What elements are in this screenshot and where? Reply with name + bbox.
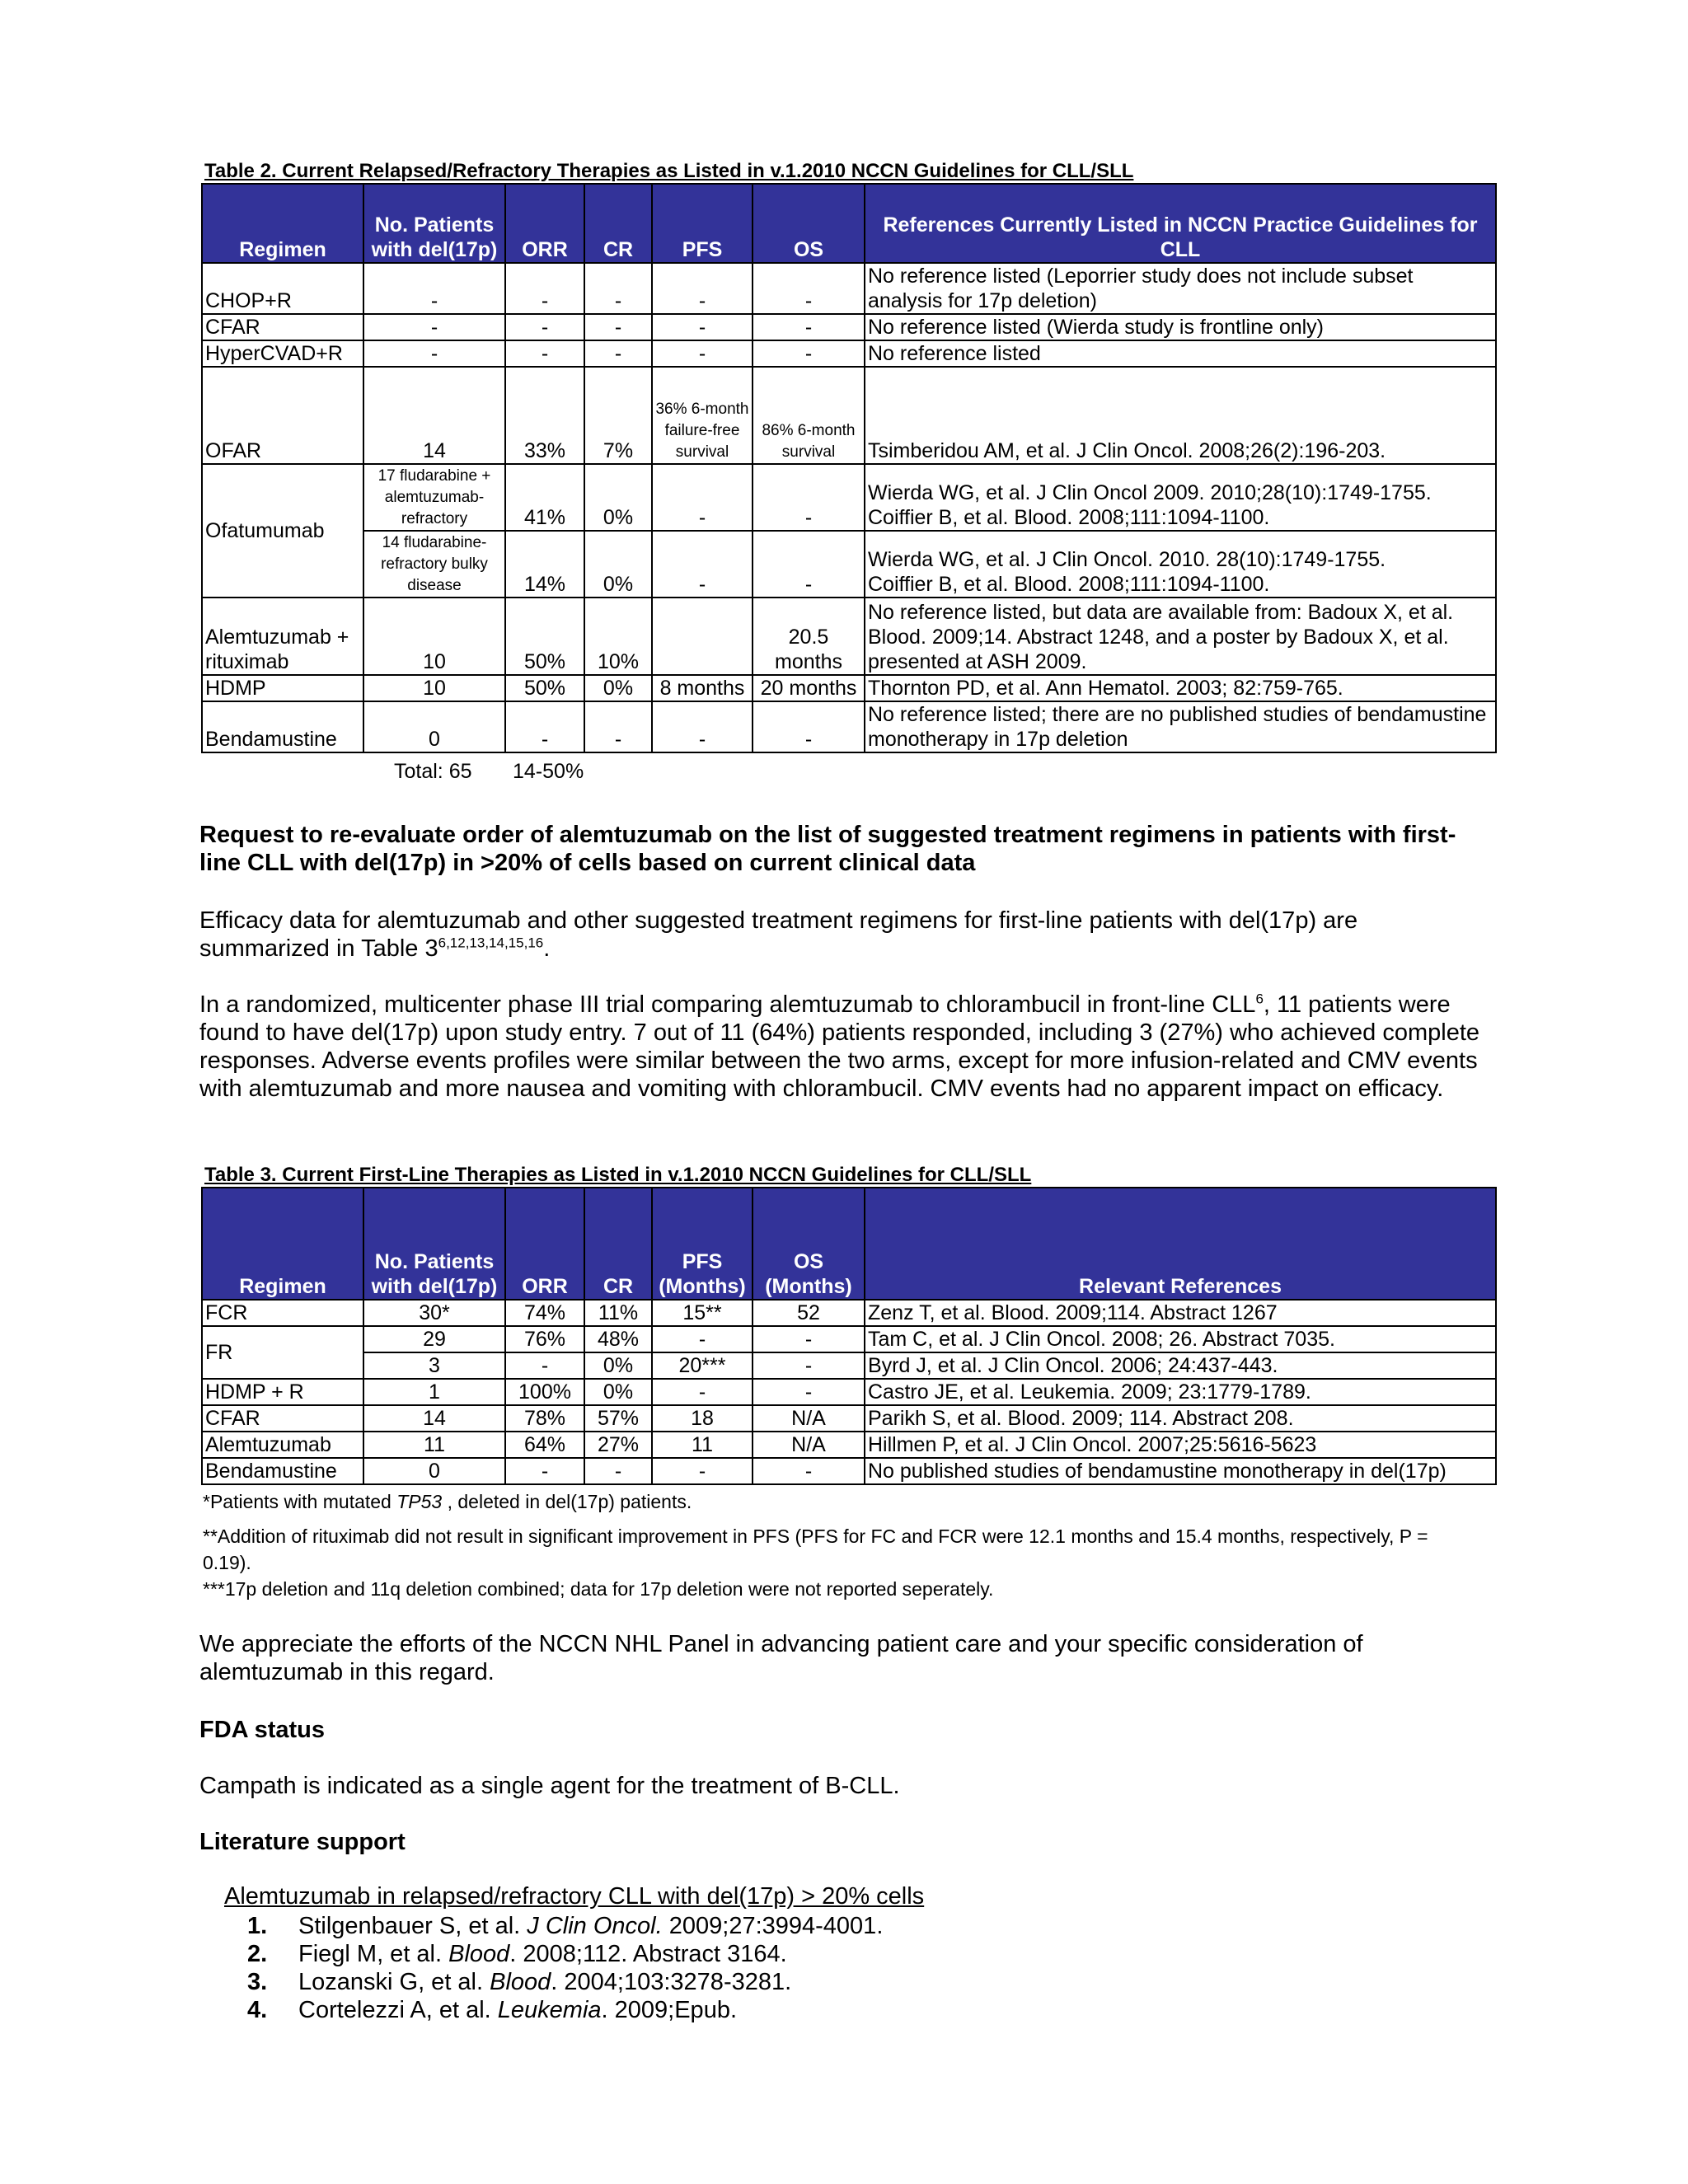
table-cell: 74% — [505, 1300, 584, 1326]
reference-number: 1. — [247, 1913, 268, 1939]
table3-header-row — [202, 1188, 1496, 1300]
table-cell: 3 — [363, 1352, 505, 1379]
table-cell: - — [505, 340, 584, 367]
table-cell: OFAR — [202, 367, 363, 464]
table-cell: - — [652, 1326, 753, 1352]
reference-journal: Blood — [448, 1941, 510, 1967]
reference-detail: . 2004;103:3278-3281. — [551, 1969, 792, 1995]
table2-header: References Currently Listed in NCCN Practice Guidelines for CLL — [865, 184, 1496, 263]
paragraph — [199, 991, 1493, 1103]
table-row — [202, 340, 1496, 367]
footnote-text: *Patients with mutated — [203, 1491, 397, 1512]
table-cell: 0% — [584, 1352, 652, 1379]
table3-header: No. Patients with del(17p) — [363, 1188, 505, 1300]
table3-header: CR — [584, 1188, 652, 1300]
fda-heading: FDA status — [199, 1717, 325, 1743]
fda-text: Campath is indicated as a single agent for the treatment of B-CLL. — [199, 1773, 900, 1799]
table2-header-row — [202, 184, 1496, 263]
table-cell: 0 — [363, 701, 505, 752]
table-cell: 1 — [363, 1379, 505, 1405]
table-cell: HyperCVAD+R — [202, 340, 363, 367]
paragraph-text: , 11 patients were found to have del(17p) upon study entry. 7 out of 11 (64%) patients responded, including 3 (27%) who achieved complete responses. Adverse events profiles were similar between the two arms, except for more infusion-related and CMV events with alemtuzumab and more nausea and vomiting with chlorambucil. CMV events had no apparent impact on efficacy. — [199, 991, 1480, 1102]
table-cell: - — [652, 531, 753, 598]
table3-header: Regimen — [202, 1188, 363, 1300]
table-cell: 11 — [363, 1432, 505, 1458]
reference-author: Cortelezzi A, et al. — [298, 1997, 498, 2023]
table-cell: CFAR — [202, 314, 363, 340]
closing-paragraph: We appreciate the efforts of the NCCN NHL Panel in advancing patient care and your specific consideration of alemtuzumab in this regard. — [199, 1631, 1363, 1685]
table-cell — [865, 531, 1496, 598]
table-cell: - — [753, 531, 865, 598]
table-cell: - — [753, 263, 865, 314]
table-cell: 78% — [505, 1405, 584, 1432]
citation: 6 — [1255, 991, 1264, 1007]
table-cell: - — [753, 1379, 865, 1405]
table-cell: Tsimberidou AM, et al. J Clin Oncol. 2008;26(2):196-203. — [865, 367, 1496, 464]
table-row — [202, 1352, 1496, 1379]
reference-item — [247, 1940, 787, 1968]
table-cell: Castro JE, et al. Leukemia. 2009; 23:1779-1789. — [865, 1379, 1496, 1405]
table2-total-patients: Total: 65 — [394, 760, 472, 783]
table-cell: 0% — [584, 531, 652, 598]
table-cell: No reference listed, but data are available from: Badoux X, et al. Blood. 2009;14. Abstract 1248, and a poster by Badoux X, et al. presented at ASH 2009. — [865, 598, 1496, 675]
table2-total-orr: 14-50% — [513, 760, 584, 783]
reference-author: Lozanski G, et al. — [298, 1969, 490, 1995]
reference-author: Stilgenbauer S, et al. — [298, 1913, 528, 1939]
footnote — [203, 1488, 1480, 1515]
table-cell: - — [652, 464, 753, 531]
table-cell: CHOP+R — [202, 263, 363, 314]
table3-caption: Table 3. Current First-Line Therapies as Listed in v.1.2010 NCCN Guidelines for CLL/SLL — [204, 1164, 1032, 1186]
table-cell: 10% — [584, 598, 652, 675]
reference-line: Coiffier B, et al. Blood. 2008;111:1094-1100. — [868, 506, 1270, 529]
table-cell: Parikh S, et al. Blood. 2009; 114. Abstract 208. — [865, 1405, 1496, 1432]
table-cell: 11 — [652, 1432, 753, 1458]
footnote: **Addition of rituximab did not result in significant improvement in PFS (PFS for FC and FCR were 12.1 months and 15.4 months, respectively, P = 0.19). — [203, 1526, 1428, 1573]
reference-detail: . 2009;Epub. — [601, 1997, 738, 2023]
literature-heading: Literature support — [199, 1829, 406, 1855]
table-row — [202, 367, 1496, 464]
table-cell: Byrd J, et al. J Clin Oncol. 2006; 24:437-443. — [865, 1352, 1496, 1379]
table-cell: FCR — [202, 1300, 363, 1326]
table-cell: - — [652, 314, 753, 340]
table-row — [202, 1432, 1496, 1458]
table-cell: 33% — [505, 367, 584, 464]
table-cell: - — [584, 340, 652, 367]
table-cell: 50% — [505, 598, 584, 675]
table-cell: Thornton PD, et al. Ann Hematol. 2003; 82:759-765. — [865, 675, 1496, 701]
table-cell: HDMP + R — [202, 1379, 363, 1405]
table-cell: - — [505, 1352, 584, 1379]
table-cell: N/A — [753, 1432, 865, 1458]
table-cell: - — [584, 1458, 652, 1484]
table-cell: 0% — [584, 464, 652, 531]
table3-header: ORR — [505, 1188, 584, 1300]
table-row — [202, 701, 1496, 752]
table2-header: Regimen — [202, 184, 363, 263]
table-cell: 7% — [584, 367, 652, 464]
reference-number: 4. — [247, 1997, 268, 2023]
table-cell: - — [652, 340, 753, 367]
table-cell: - — [652, 1458, 753, 1484]
table2 — [201, 183, 1497, 753]
paragraph: Efficacy data for alemtuzumab and other suggested treatment regimens for first-line patients with del(17p) are summarized in Table 3$^{6,12,13,14,15,16}$. — [199, 907, 1358, 962]
table-row — [202, 531, 1496, 598]
table3-header: Relevant References — [865, 1188, 1496, 1300]
table-cell: Ofatumumab — [202, 464, 363, 598]
table-row — [202, 675, 1496, 701]
table-cell: Alemtuzumab — [202, 1432, 363, 1458]
table-cell: - — [505, 701, 584, 752]
table-cell: 0 — [363, 1458, 505, 1484]
reference-item — [247, 1912, 883, 1940]
table2-header: CR — [584, 184, 652, 263]
table-row — [202, 1300, 1496, 1326]
table-cell: Zenz T, et al. Blood. 2009;114. Abstract 1267 — [865, 1300, 1496, 1326]
table-row — [202, 1405, 1496, 1432]
literature-subheading: Alemtuzumab in relapsed/refractory CLL with del(17p) > 20% cells — [224, 1883, 925, 1910]
table2-header: ORR — [505, 184, 584, 263]
table-cell: 86% 6-month survival — [753, 367, 865, 464]
reference-item — [247, 1968, 791, 1996]
table-cell: 64% — [505, 1432, 584, 1458]
table-row — [202, 1326, 1496, 1352]
table-cell: 20*** — [652, 1352, 753, 1379]
table-cell: Hillmen P, et al. J Clin Oncol. 2007;25:5616-5623 — [865, 1432, 1496, 1458]
table-cell: No reference listed (Wierda study is frontline only) — [865, 314, 1496, 340]
table-cell: 29 — [363, 1326, 505, 1352]
table-cell: 20 months — [753, 675, 865, 701]
table-cell: No reference listed; there are no published studies of bendamustine monotherapy in 17p deletion — [865, 701, 1496, 752]
table-cell — [865, 464, 1496, 531]
table-cell: 0% — [584, 675, 652, 701]
table-cell: 30* — [363, 1300, 505, 1326]
table-cell: - — [753, 1326, 865, 1352]
table-cell: - — [652, 1379, 753, 1405]
reference-line: Wierda WG, et al. J Clin Oncol 2009. 2010;28(10):1749-1755. — [868, 481, 1432, 504]
reference-journal: J Clin Oncol. — [527, 1913, 663, 1939]
table-cell: 14 — [363, 367, 505, 464]
table-cell: 57% — [584, 1405, 652, 1432]
table-cell: - — [652, 263, 753, 314]
table-cell: - — [753, 1458, 865, 1484]
table-cell: Alemtuzumab + rituximab — [202, 598, 363, 675]
table-cell: N/A — [753, 1405, 865, 1432]
table-cell: No reference listed (Leporrier study does not include subset analysis for 17p deletion) — [865, 263, 1496, 314]
table-cell: FR — [202, 1326, 363, 1379]
table-cell: - — [753, 701, 865, 752]
table-cell: - — [363, 314, 505, 340]
table-cell: 14 fludarabine-refractory bulky disease — [363, 531, 505, 598]
citation: 6,12,13,14,15,16 — [438, 935, 544, 951]
table-cell: - — [753, 340, 865, 367]
table-cell: 52 — [753, 1300, 865, 1326]
table-cell: 10 — [363, 675, 505, 701]
table3 — [201, 1187, 1497, 1485]
table-cell: 20.5 months — [753, 598, 865, 675]
table-row — [202, 314, 1496, 340]
table-cell: Bendamustine — [202, 701, 363, 752]
table-cell: 100% — [505, 1379, 584, 1405]
table-cell: - — [753, 464, 865, 531]
paragraph-text: Efficacy data for alemtuzumab and other suggested treatment regimens for first-line patients with del(17p) are summarized in Table 3 — [199, 907, 1358, 962]
table-row — [202, 598, 1496, 675]
table-cell: - — [753, 1352, 865, 1379]
table3-header: OS (Months) — [753, 1188, 865, 1300]
table-cell: 18 — [652, 1405, 753, 1432]
reference-number: 2. — [247, 1941, 268, 1967]
reference-journal: Leukemia — [497, 1997, 602, 2023]
table-cell: 17 fludarabine + alemtuzumab-refractory — [363, 464, 505, 531]
table-cell: 10 — [363, 598, 505, 675]
table-cell: 8 months — [652, 675, 753, 701]
reference-author: Fiegl M, et al. — [298, 1941, 449, 1967]
table-cell: 50% — [505, 675, 584, 701]
table-cell: 14% — [505, 531, 584, 598]
footnote-text: , deleted in del(17p) patients. — [442, 1491, 692, 1512]
reference-journal: Blood — [490, 1969, 551, 1995]
table-row — [202, 464, 1496, 531]
table-cell: - — [363, 340, 505, 367]
table-cell: 14 — [363, 1405, 505, 1432]
table-cell: - — [584, 314, 652, 340]
footnote-gene: TP53 — [396, 1491, 443, 1512]
table-cell: 11% — [584, 1300, 652, 1326]
table-cell: 27% — [584, 1432, 652, 1458]
table-cell: Tam C, et al. J Clin Oncol. 2008; 26. Abstract 7035. — [865, 1326, 1496, 1352]
table-cell: - — [505, 314, 584, 340]
reference-number: 3. — [247, 1969, 268, 1995]
reference-detail: . 2008;112. Abstract 3164. — [509, 1941, 787, 1967]
table-cell: - — [652, 701, 753, 752]
table-cell: No reference listed — [865, 340, 1496, 367]
table3-header: PFS (Months) — [652, 1188, 753, 1300]
table2-header: PFS — [652, 184, 753, 263]
table-row — [202, 1458, 1496, 1484]
table2-header: OS — [753, 184, 865, 263]
table-cell: CFAR — [202, 1405, 363, 1432]
reference-line: Wierda WG, et al. J Clin Oncol. 2010. 28(10):1749-1755. — [868, 548, 1386, 571]
table-cell: - — [584, 701, 652, 752]
table-row — [202, 263, 1496, 314]
table-cell: 0% — [584, 1379, 652, 1405]
table-cell: - — [584, 263, 652, 314]
table-cell: HDMP — [202, 675, 363, 701]
table-row — [202, 1379, 1496, 1405]
table-cell: - — [753, 314, 865, 340]
footnote: ***17p deletion and 11q deletion combined; data for 17p deletion were not reported seperately. — [203, 1578, 994, 1600]
table-cell: - — [363, 263, 505, 314]
reference-line: Coiffier B, et al. Blood. 2008;111:1094-1100. — [868, 573, 1270, 596]
table2-caption: Table 2. Current Relapsed/Refractory Therapies as Listed in v.1.2010 NCCN Guidelines for CLL/SLL — [204, 160, 1134, 182]
table-cell: 15** — [652, 1300, 753, 1326]
table-cell: 76% — [505, 1326, 584, 1352]
table2-header: No. Patients with del(17p) — [363, 184, 505, 263]
section-heading: Request to re-evaluate order of alemtuzumab on the list of suggested treatment regimens in patients with first-line CLL with del(17p) in >20% of cells based on current clinical data — [199, 822, 1456, 876]
table-cell: - — [505, 263, 584, 314]
table-cell: 48% — [584, 1326, 652, 1352]
table-cell: No published studies of bendamustine monotherapy in del(17p) — [865, 1458, 1496, 1484]
table-cell — [652, 598, 753, 675]
reference-detail: 2009;27:3994-4001. — [662, 1913, 884, 1939]
table-cell: - — [505, 1458, 584, 1484]
reference-item — [247, 1996, 737, 2024]
paragraph-text: In a randomized, multicenter phase III trial comparing alemtuzumab to chlorambucil in front-line CLL — [199, 991, 1256, 1018]
table-cell: 41% — [505, 464, 584, 531]
table-cell: 36% 6-month failure-free survival — [652, 367, 753, 464]
table-cell: Bendamustine — [202, 1458, 363, 1484]
